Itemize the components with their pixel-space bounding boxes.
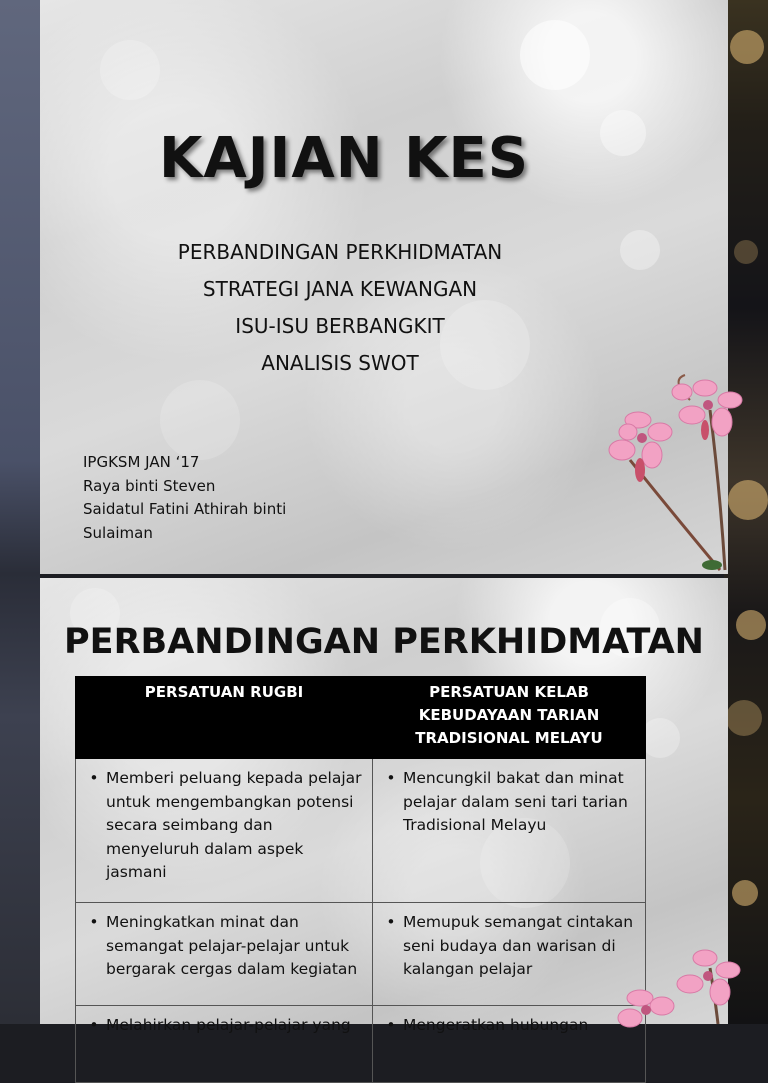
pink-flower-illustration <box>600 948 728 1024</box>
topic-item: STRATEGI JANA KEWANGAN <box>202 277 478 301</box>
table-cell <box>76 1006 373 1083</box>
author-line: Saidatul Fatini Athirah binti <box>83 500 287 518</box>
author-line: Raya binti Steven <box>83 476 216 495</box>
table-header-row <box>76 677 646 759</box>
column-header-rugbi: PERSATUAN RUGBI <box>76 677 373 759</box>
slide-comparison <box>40 578 728 1034</box>
cell-text: Memberi peluang kepada pelajar untuk mengembangkan potensi secara seimbang dan menyeluruh dalam aspek jasmani <box>106 769 362 881</box>
comparison-title: PERBANDINGAN PERKHIDMATAN <box>64 622 704 662</box>
background-left-margin <box>0 0 40 1024</box>
slide-title-heading: KAJIAN KES <box>158 126 530 191</box>
bullet-marker: • <box>89 769 99 787</box>
background-right-margin <box>724 0 768 1024</box>
pink-flower-illustration <box>560 370 728 574</box>
cell-text: Melahirkan pelajar-pelajar yang <box>106 1016 351 1034</box>
cell-text: Meningkatkan minat dan semangat pelajar-pelajar untuk bergarak cergas dalam kegiatan <box>106 913 358 978</box>
topic-item: PERBANDINGAN PERKHIDMATAN <box>177 240 503 264</box>
table-cell <box>76 759 373 903</box>
author-line: Sulaiman <box>83 523 153 542</box>
table-row <box>76 903 646 1006</box>
table-cell <box>76 903 373 1006</box>
bullet-marker: • <box>386 1016 396 1034</box>
table-row <box>76 759 646 903</box>
bullet-marker: • <box>386 913 396 931</box>
table-row <box>76 1006 646 1083</box>
author-block <box>83 451 343 545</box>
cell-text: Mencungkil bakat dan minat pelajar dalam seni tari tarian Tradisional Melayu <box>403 769 628 834</box>
column-header-kebudayaan: PERSATUAN KELAB KEBUDAYAAN TARIAN TRADISIONAL MELAYU <box>373 677 646 759</box>
bullet-marker: • <box>89 913 99 931</box>
bullet-marker: • <box>386 769 396 787</box>
cell-text: Memupuk semangat cintakan seni budaya dan warisan di kalangan pelajar <box>403 913 634 978</box>
comparison-table <box>75 676 646 1083</box>
topic-list <box>40 234 640 382</box>
bullet-marker: • <box>89 1016 99 1034</box>
topic-item: ISU-ISU BERBANGKIT <box>235 314 445 338</box>
slide-title <box>40 0 728 574</box>
table-cell <box>373 759 646 903</box>
cell-text: Mengeratkan hubungan <box>403 1016 589 1034</box>
author-line: IPGKSM JAN ‘17 <box>83 453 200 471</box>
topic-item: ANALISIS SWOT <box>261 351 419 375</box>
